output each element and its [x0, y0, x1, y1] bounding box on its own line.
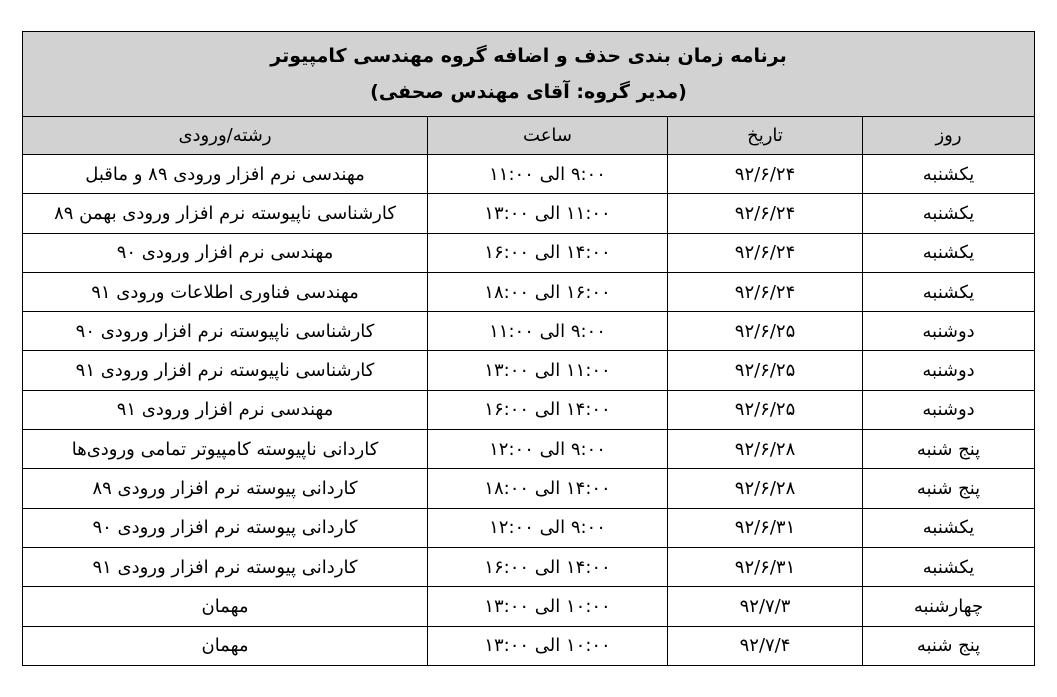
row-time-cell: ۱۱:۰۰ الی ۱۳:۰۰	[428, 194, 668, 233]
table-row	[23, 469, 1035, 508]
row-day-cell: دوشنبه	[863, 390, 1035, 429]
row-time-cell: ۹:۰۰ الی ۱۲:۰۰	[428, 430, 668, 469]
row-day-cell: یکشنبه	[863, 194, 1035, 233]
table-row	[23, 351, 1035, 390]
schedule-table	[22, 31, 1035, 666]
row-day-cell: چهارشنبه	[863, 587, 1035, 626]
row-day-cell: یکشنبه	[863, 272, 1035, 311]
row-date-cell: ۹۲/۶/۳۱	[668, 508, 863, 547]
row-field-cell: کاردانی پیوسته نرم افزار ورودی ۹۰	[23, 508, 428, 547]
row-field-cell: مهمان	[23, 626, 428, 665]
title-block	[23, 32, 1035, 117]
column-header-time: ساعت	[428, 117, 668, 155]
column-header-date: تاریخ	[668, 117, 863, 155]
row-time-cell: ۱۶:۰۰ الی ۱۸:۰۰	[428, 272, 668, 311]
row-date-cell: ۹۲/۶/۲۴	[668, 272, 863, 311]
row-day-cell: یکشنبه	[863, 547, 1035, 586]
column-header-row	[23, 117, 1035, 155]
row-time-cell: ۱۴:۰۰ الی ۱۶:۰۰	[428, 547, 668, 586]
row-field-cell: کارشناسی ناپیوسته نرم افزار ورودی ۹۰	[23, 312, 428, 351]
row-day-cell: یکشنبه	[863, 155, 1035, 194]
row-time-cell: ۱۴:۰۰ الی ۱۸:۰۰	[428, 469, 668, 508]
row-date-cell: ۹۲/۶/۲۴	[668, 194, 863, 233]
row-day-cell: دوشنبه	[863, 351, 1035, 390]
row-field-cell: مهندسی نرم افزار ورودی ۹۱	[23, 390, 428, 429]
row-field-cell: مهندسی نرم افزار ورودی ۹۰	[23, 233, 428, 272]
row-field-cell: کاردانی ناپیوسته کامپیوتر تمامی ورودی‌ها	[23, 430, 428, 469]
table-row	[23, 312, 1035, 351]
page-title: برنامه زمان بندی حذف و اضافه گروه مهندسی کامپیوتر	[270, 45, 787, 67]
row-day-cell: پنج شنبه	[863, 626, 1035, 665]
row-date-cell: ۹۲/۶/۲۵	[668, 390, 863, 429]
row-time-cell: ۱۰:۰۰ الی ۱۳:۰۰	[428, 626, 668, 665]
row-day-cell: پنج شنبه	[863, 430, 1035, 469]
row-date-cell: ۹۲/۶/۲۴	[668, 155, 863, 194]
row-day-cell: پنج شنبه	[863, 469, 1035, 508]
table-row	[23, 547, 1035, 586]
page-subtitle: (مدیر گروه: آقای مهندس صحفی)	[370, 81, 687, 103]
row-time-cell: ۹:۰۰ الی ۱۲:۰۰	[428, 508, 668, 547]
row-field-cell: کاردانی پیوسته نرم افزار ورودی ۹۱	[23, 547, 428, 586]
row-date-cell: ۹۲/۶/۳۱	[668, 547, 863, 586]
row-date-cell: ۹۲/۷/۴	[668, 626, 863, 665]
row-date-cell: ۹۲/۶/۲۸	[668, 469, 863, 508]
row-time-cell: ۱۴:۰۰ الی ۱۶:۰۰	[428, 390, 668, 429]
row-date-cell: ۹۲/۷/۳	[668, 587, 863, 626]
row-field-cell: مهمان	[23, 587, 428, 626]
row-day-cell: یکشنبه	[863, 508, 1035, 547]
table-row	[23, 430, 1035, 469]
row-field-cell: مهندسی فناوری اطلاعات ورودی ۹۱	[23, 272, 428, 311]
row-field-cell: کارشناسی ناپیوسته نرم افزار ورودی ۹۱	[23, 351, 428, 390]
table-row	[23, 587, 1035, 626]
table-row	[23, 155, 1035, 194]
table-row	[23, 390, 1035, 429]
table-row	[23, 272, 1035, 311]
row-date-cell: ۹۲/۶/۲۴	[668, 233, 863, 272]
row-field-cell: کاردانی پیوسته نرم افزار ورودی ۸۹	[23, 469, 428, 508]
table-row	[23, 194, 1035, 233]
row-date-cell: ۹۲/۶/۲۵	[668, 312, 863, 351]
row-day-cell: دوشنبه	[863, 312, 1035, 351]
row-date-cell: ۹۲/۶/۲۸	[668, 430, 863, 469]
row-field-cell: کارشناسی ناپیوسته نرم افزار ورودی بهمن ۸۹	[23, 194, 428, 233]
table-row	[23, 626, 1035, 665]
row-time-cell: ۹:۰۰ الی ۱۱:۰۰	[428, 155, 668, 194]
row-field-cell: مهندسی نرم افزار ورودی ۸۹ و ماقبل	[23, 155, 428, 194]
column-header-field: رشته/ورودی	[23, 117, 428, 155]
row-time-cell: ۱۰:۰۰ الی ۱۳:۰۰	[428, 587, 668, 626]
table-row	[23, 508, 1035, 547]
table-row	[23, 233, 1035, 272]
column-header-day: روز	[863, 117, 1035, 155]
schedule-document	[22, 31, 1034, 675]
row-day-cell: یکشنبه	[863, 233, 1035, 272]
row-time-cell: ۹:۰۰ الی ۱۱:۰۰	[428, 312, 668, 351]
row-time-cell: ۱۱:۰۰ الی ۱۳:۰۰	[428, 351, 668, 390]
row-date-cell: ۹۲/۶/۲۵	[668, 351, 863, 390]
row-time-cell: ۱۴:۰۰ الی ۱۶:۰۰	[428, 233, 668, 272]
